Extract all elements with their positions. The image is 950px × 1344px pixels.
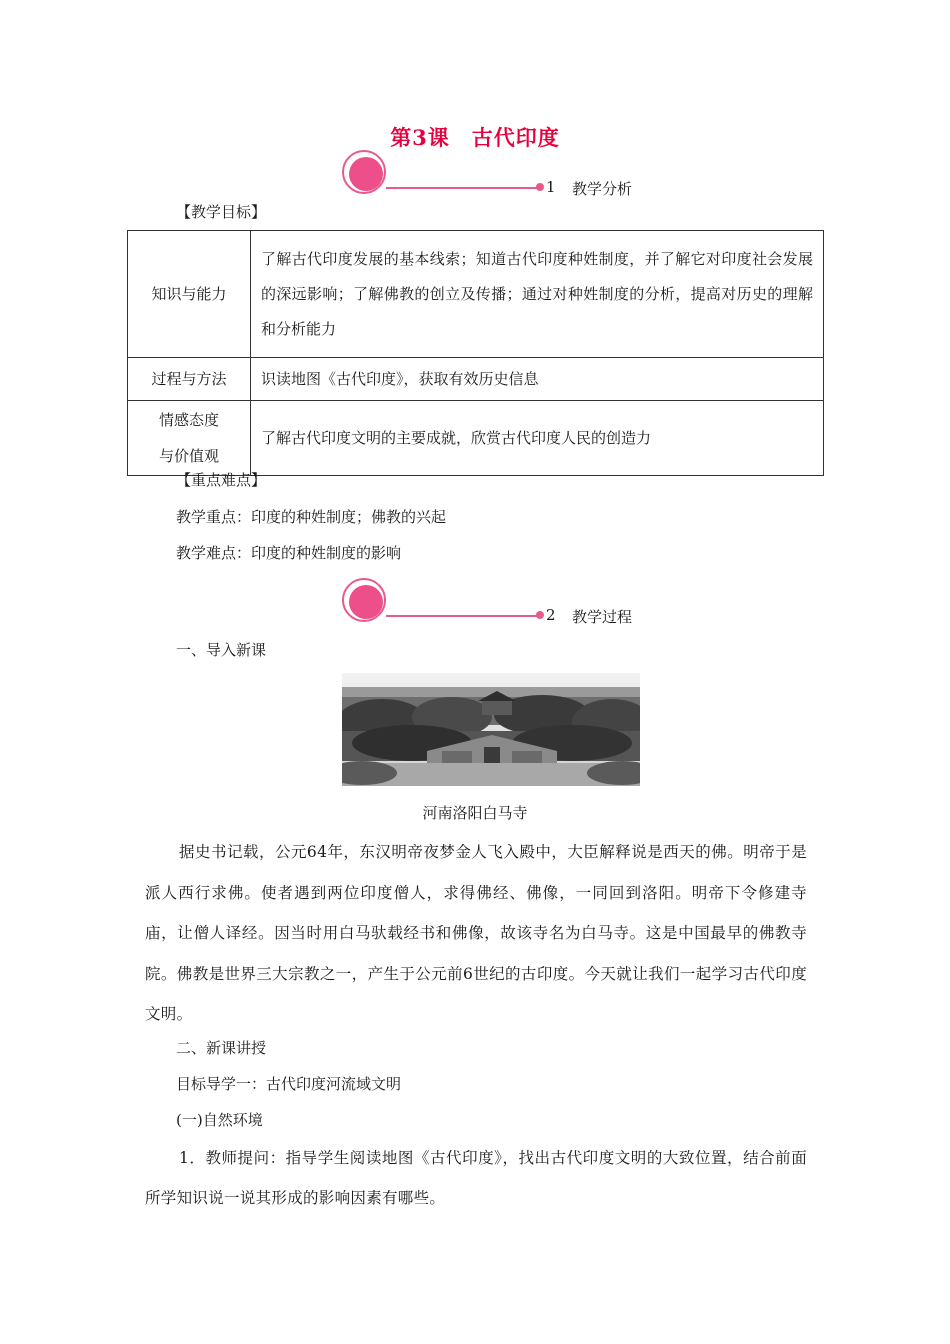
intro-paragraph: 据史书记载，公元64年，东汉明帝夜梦金人飞入殿中，大臣解释说是西天的佛。明帝于是派人西行求佛。使者遇到两位印度僧人，求得佛经、佛像，一同回到洛阳。明帝下令修建寺庙，让僧人译经。因当时用白马驮载经书和佛像，故该寺名为白马寺。这是中国最早的佛教寺院。佛教是世界三大宗教之一，产生于公元前6世纪的古印度。今天就让我们一起学习古代印度文明。	[145, 843, 807, 1023]
section-banner-process	[342, 578, 662, 626]
table-cell-category: 知识与能力	[128, 231, 251, 358]
goal1-heading: 目标导学一：古代印度河流域文明	[176, 1075, 402, 1093]
question-1: 1．教师提问：指导学生阅读地图《古代印度》，找出古代印度文明的大致位置，结合前面所学知识说一说其形成的影响因素有哪些。	[145, 1149, 807, 1207]
table-row	[128, 231, 824, 358]
divider	[386, 615, 538, 617]
dot-icon	[536, 611, 544, 619]
circle-icon	[342, 578, 386, 622]
section-label: 教学分析	[572, 180, 633, 198]
table-cell-content: 识读地图《古代印度》，获取有效历史信息	[251, 358, 824, 401]
part1-heading: 一、导入新课	[176, 641, 267, 659]
dot-icon	[536, 183, 544, 191]
table-row	[128, 401, 824, 476]
table-cell-category: 过程与方法	[128, 358, 251, 401]
table-cell-category	[128, 401, 251, 476]
table-row	[128, 358, 824, 401]
section-number: 2	[546, 606, 556, 624]
subsection1-heading: (一)自然环境	[176, 1111, 263, 1129]
lesson-title: 第3课 古代印度	[390, 125, 560, 150]
category-line: 情感态度	[158, 411, 219, 429]
section-banner-analysis	[342, 150, 662, 198]
temple-photo	[342, 673, 640, 786]
section-number: 1	[546, 178, 556, 196]
section-label: 教学过程	[572, 608, 633, 626]
goals-table	[127, 230, 824, 476]
photo-caption: 河南洛阳白马寺	[422, 804, 528, 822]
category-line: 与价值观	[158, 447, 219, 465]
divider	[386, 187, 538, 189]
difficult-point: 教学难点：印度的种姓制度的影响	[176, 544, 402, 562]
circle-icon	[342, 150, 386, 194]
part2-heading: 二、新课讲授	[176, 1039, 267, 1057]
table-cell-content: 了解古代印度发展的基本线索；知道古代印度种姓制度，并了解它对印度社会发展的深远影响；了解佛教的创立及传播；通过对种姓制度的分析，提高对历史的理解和分析能力	[251, 231, 824, 358]
table-cell-content: 了解古代印度文明的主要成就，欣赏古代印度人民的创造力	[251, 401, 824, 476]
key-points-heading: 【重点难点】	[176, 471, 267, 489]
key-point: 教学重点：印度的种姓制度；佛教的兴起	[176, 508, 447, 526]
goals-heading: 【教学目标】	[176, 203, 267, 221]
